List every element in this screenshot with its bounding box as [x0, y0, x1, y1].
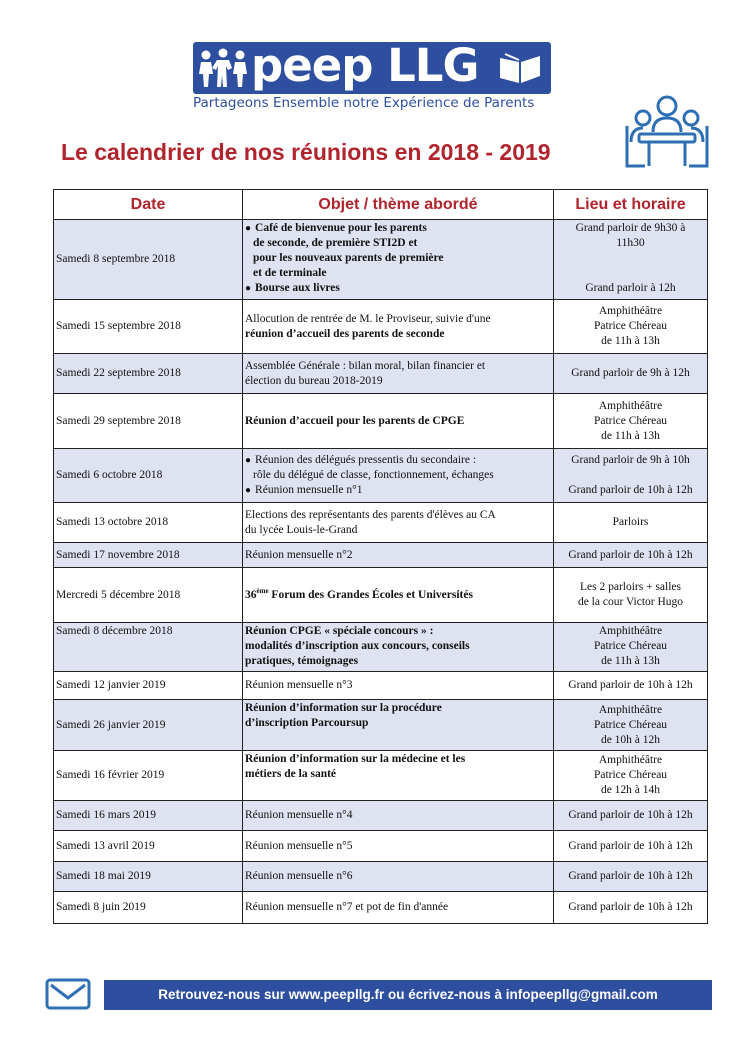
objet-cell: Réunion mensuelle n°5 [243, 831, 554, 862]
objet-line: du lycée Louis-le-Grand [245, 523, 358, 536]
objet-line: modalités d’inscription aux concours, conseils [245, 640, 470, 652]
date-cell: Samedi 16 mars 2019 [54, 801, 243, 831]
lieu-cell [554, 568, 708, 623]
objet-cell: Réunion mensuelle n°7 et pot de fin d'année [243, 892, 554, 924]
date-cell: Samedi 13 octobre 2018 [54, 503, 243, 543]
column-header-date: Date [54, 190, 243, 220]
objet-cell [243, 220, 554, 300]
objet-line: et de terminale [253, 267, 327, 279]
lieu-line: Patrice Chéreau [593, 320, 668, 332]
date-cell: Mercredi 5 décembre 2018 [54, 568, 243, 623]
table-row [54, 892, 708, 924]
date-cell: Samedi 16 février 2019 [54, 751, 243, 801]
lieu-cell [554, 700, 708, 751]
bullet-item: ● Café de bienvenue pour les parents [245, 222, 427, 234]
date-cell: Samedi 12 janvier 2019 [54, 672, 243, 700]
lieu-cell [554, 220, 708, 300]
date-cell: Samedi 29 septembre 2018 [54, 394, 243, 449]
objet-cell: Réunion mensuelle n°6 [243, 862, 554, 892]
lieu-cell [554, 300, 708, 354]
lieu-cell: Grand parloir de 10h à 12h [554, 831, 708, 862]
meeting-icon [623, 92, 711, 174]
lieu-cell: Grand parloir de 10h à 12h [554, 801, 708, 831]
lieu-line: Patrice Chéreau [593, 718, 668, 731]
objet-line: Allocution de rentrée de M. le Proviseur, suivie d'une [245, 312, 491, 325]
date-cell: Samedi 8 juin 2019 [54, 892, 243, 924]
objet-cell [243, 700, 554, 751]
lieu-cell [554, 449, 708, 503]
table-row [54, 220, 708, 300]
people-logo-icon [197, 48, 249, 88]
objet-cell [243, 449, 554, 503]
objet-line: Elections des représentants des parents d'élèves au CA [245, 508, 496, 521]
lieu-cell [554, 751, 708, 801]
lieu-line: Grand parloir de 9h30 à [575, 222, 686, 234]
lieu-line: de 11h à 13h [601, 335, 660, 347]
objet-line: d’inscription Parcoursup [245, 717, 369, 729]
table-row [54, 394, 708, 449]
lieu-cell: Grand parloir de 9h à 12h [554, 354, 708, 394]
date-cell: Samedi 22 septembre 2018 [54, 354, 243, 394]
table-row [54, 751, 708, 801]
lieu-cell: Grand parloir de 10h à 12h [554, 543, 708, 568]
objet-line: Réunion d’information sur la médecine et les [245, 753, 466, 765]
lieu-line: Amphithéâtre [598, 703, 663, 716]
lieu-line: Les 2 parloirs + salles [579, 581, 682, 593]
objet-line: pratiques, témoignages [245, 655, 359, 667]
table-row [54, 543, 708, 568]
date-cell: Samedi 13 avril 2019 [54, 831, 243, 862]
lieu-line: de 10h à 12h [600, 733, 661, 746]
date-cell: Samedi 8 décembre 2018 [54, 623, 243, 672]
forum-number: 36 [245, 588, 257, 601]
lieu-line: 11h30 [616, 237, 645, 249]
lieu-line: Patrice Chéreau [593, 769, 668, 781]
lieu-cell [554, 623, 708, 672]
objet-cell: Réunion mensuelle n°4 [243, 801, 554, 831]
lieu-line: de 12h à 14h [600, 784, 661, 796]
objet-line: de seconde, de première STI2D et [253, 237, 418, 249]
lieu-line: de la cour Victor Hugo [577, 596, 684, 608]
objet-line: Réunion d’information sur la procédure [245, 702, 442, 714]
lieu-line: Amphithéâtre [598, 754, 663, 766]
logo-text: peep LLG [251, 39, 479, 92]
objet-line: élection du bureau 2018-2019 [245, 374, 383, 387]
peep-llg-logo [193, 39, 553, 116]
table-row [54, 862, 708, 892]
column-header-objet: Objet / thème abordé [243, 190, 554, 220]
table-row [54, 449, 708, 503]
lieu-cell: Grand parloir de 10h à 12h [554, 892, 708, 924]
footer-contact-text[interactable]: Retrouvez-nous sur www.peepllg.fr ou écrivez-nous à infopeepllg@gmail.com [158, 987, 658, 1002]
lieu-line: Grand parloir à 12h [585, 282, 676, 294]
envelope-icon[interactable] [45, 978, 91, 1010]
objet-line: Assemblée Générale : bilan moral, bilan financier et [245, 359, 486, 372]
lieu-line: Grand parloir de 9h à 10h [571, 454, 690, 466]
objet-line: Réunion CPGE « spéciale concours » : [245, 625, 434, 637]
logo-tagline: Partageons Ensemble notre Expérience de Parents [193, 95, 535, 111]
objet-cell: Réunion mensuelle n°2 [243, 543, 554, 568]
lieu-line: de 11h à 13h [601, 429, 660, 442]
objet-cell [243, 751, 554, 801]
table-row [54, 672, 708, 700]
lieu-line: Grand parloir de 10h à 12h [568, 484, 693, 496]
meetings-table [53, 189, 708, 924]
forum-number-suffix: ème [256, 586, 269, 595]
lieu-line: Amphithéâtre [598, 625, 663, 637]
lieu-line: Amphithéâtre [598, 305, 663, 317]
objet-line: réunion d’accueil des parents de seconde [245, 327, 445, 340]
table-row [54, 503, 708, 543]
book-logo-icon [497, 50, 543, 86]
date-cell: Samedi 26 janvier 2019 [54, 700, 243, 751]
objet-cell [243, 568, 554, 623]
footer-banner [104, 980, 712, 1010]
date-cell: Samedi 6 octobre 2018 [54, 449, 243, 503]
objet-cell: Réunion mensuelle n°3 [243, 672, 554, 700]
objet-line: pour les nouveaux parents de première [253, 252, 444, 264]
lieu-line: de 11h à 13h [601, 655, 660, 667]
date-cell: Samedi 15 septembre 2018 [54, 300, 243, 354]
bullet-item: ● Bourse aux livres [245, 282, 340, 294]
objet-cell: Réunion d’accueil pour les parents de CPGE [243, 394, 554, 449]
table-row [54, 831, 708, 862]
column-header-lieu: Lieu et horaire [554, 190, 708, 220]
lieu-line: Amphithéâtre [598, 399, 663, 412]
table-row [54, 568, 708, 623]
date-cell: Samedi 17 novembre 2018 [54, 543, 243, 568]
lieu-cell: Grand parloir de 10h à 12h [554, 862, 708, 892]
table-row [54, 300, 708, 354]
lieu-cell: Parloirs [554, 503, 708, 543]
objet-cell [243, 300, 554, 354]
table-row [54, 801, 708, 831]
date-cell: Samedi 8 septembre 2018 [54, 220, 243, 300]
table-row [54, 623, 708, 672]
table-row [54, 700, 708, 751]
lieu-line: Patrice Chéreau [593, 414, 668, 427]
logo-banner [193, 39, 551, 94]
objet-cell [243, 354, 554, 394]
objet-line: Forum des Grandes Écoles et Universités [271, 588, 473, 601]
objet-cell [243, 623, 554, 672]
lieu-cell [554, 394, 708, 449]
table-row [54, 354, 708, 394]
objet-line: rôle du délégué de classe, fonctionnement, échanges [253, 469, 494, 481]
bullet-item: ● Réunion mensuelle n°1 [245, 484, 363, 496]
page-title: Le calendrier de nos réunions en 2018 - 2019 [61, 139, 551, 165]
bullet-item: ● Réunion des délégués pressentis du secondaire : [245, 454, 476, 466]
lieu-line: Patrice Chéreau [593, 640, 668, 652]
lieu-cell: Grand parloir de 10h à 12h [554, 672, 708, 700]
table-header-row [54, 190, 708, 220]
date-cell: Samedi 18 mai 2019 [54, 862, 243, 892]
objet-cell [243, 503, 554, 543]
objet-line: métiers de la santé [245, 768, 337, 780]
